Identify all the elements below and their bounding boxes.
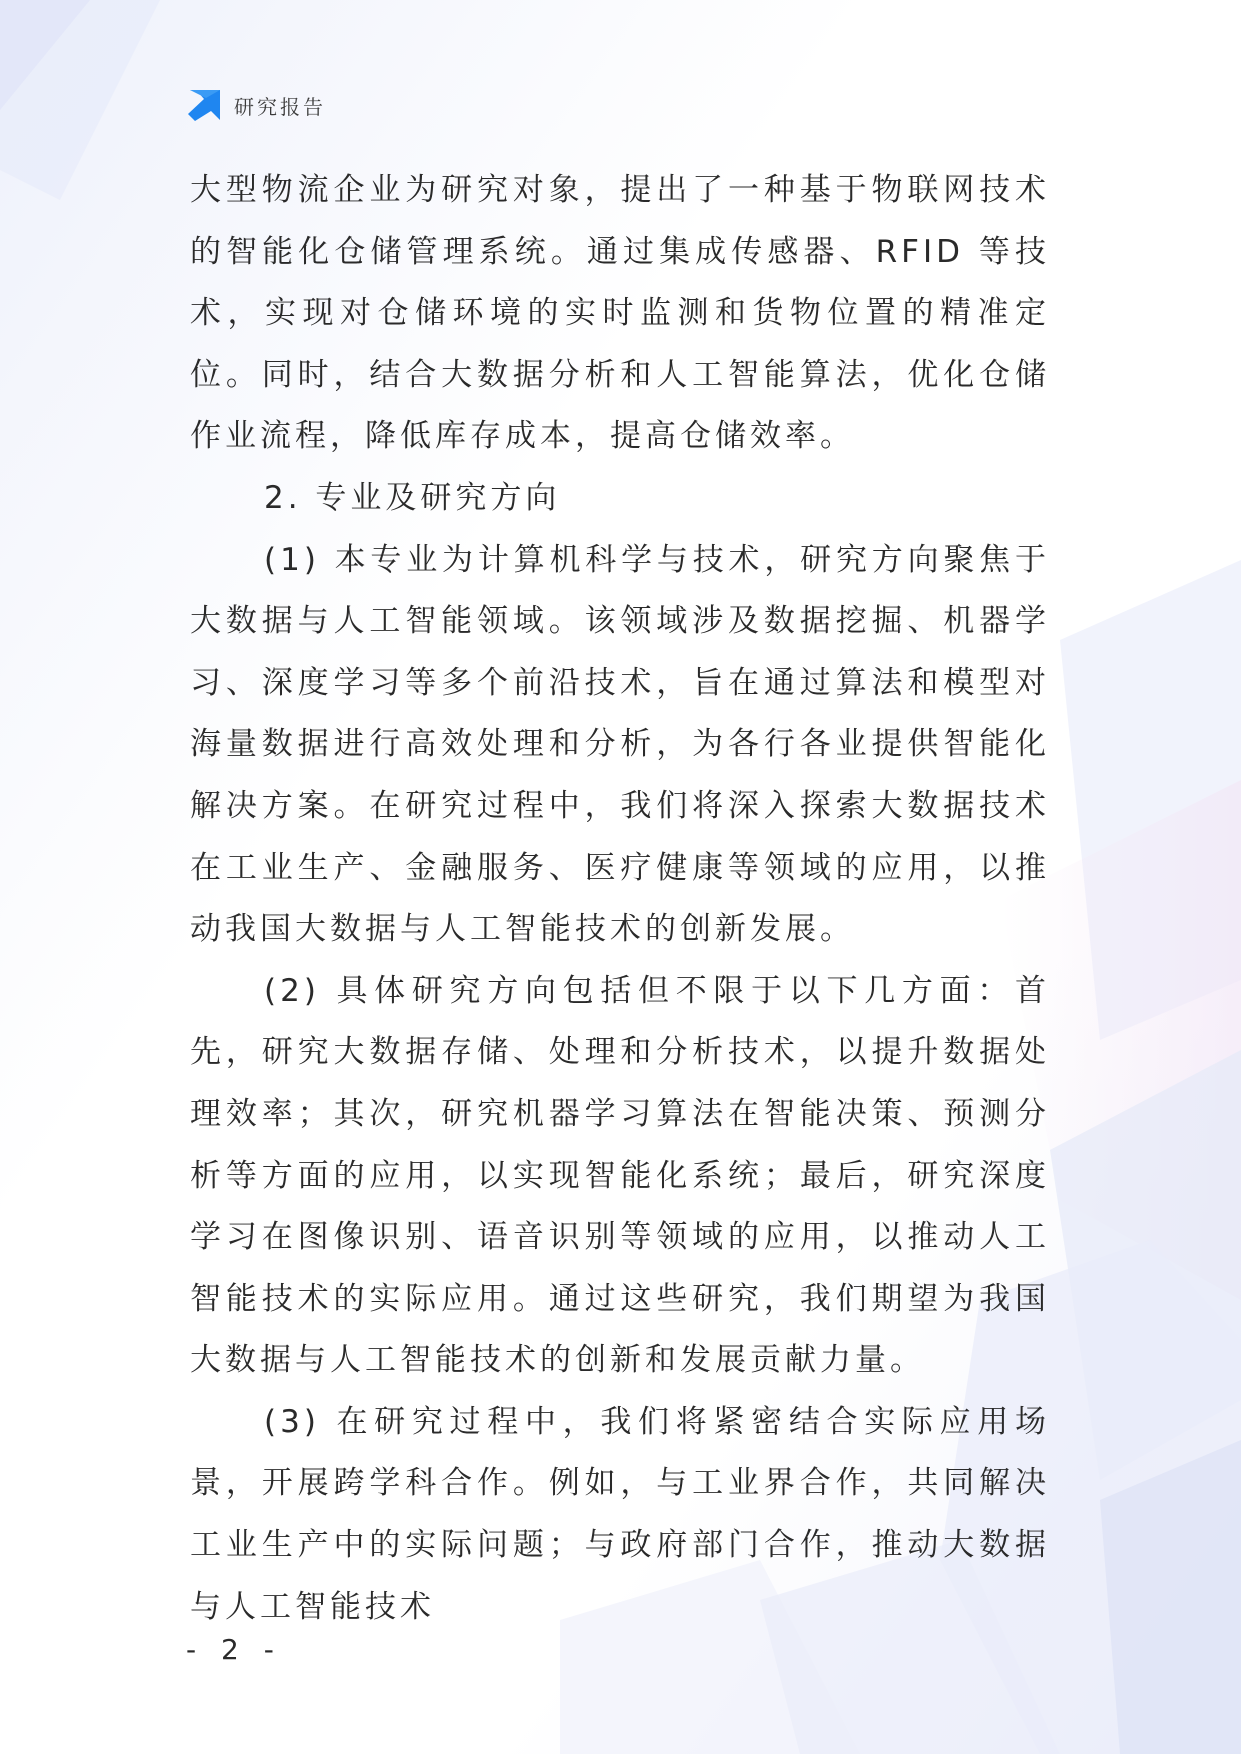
paragraph-item-1: (1) 本专业为计算机科学与技术，研究方向聚焦于大数据与人工智能领域。该领域涉及数据挖掘、机器学习、深度学习等多个前沿技术，旨在通过算法和模型对海量数据进行高效处理和分析，为各行各业提供智能化解决方案。在研究过程中，我们将深入探索大数据技术在工业生产、金融服务、医疗健康等领域的应用，以推动我国大数据与人工智能技术的创新发展。 [190,541,1050,948]
paragraph-item-2: (2) 具体研究方向包括但不限于以下几方面：首先，研究大数据存储、处理和分析技术，以提升数据处理效率；其次，研究机器学习算法在智能决策、预测分析等方面的应用，以实现智能化系统；最后，研究深度学习在图像识别、语音识别等领域的应用，以推动人工智能技术的实际应用。通过这些研究，我们期望为我国大数据与人工智能技术的创新和发展贡献力量。 [190,972,1050,1379]
page-number: - 2 - [186,1633,282,1666]
paragraph-intro: 大型物流企业为研究对象，提出了一种基于物联网技术的智能化仓储管理系统。通过集成传感器、RFID 等技术，实现对仓储环境的实时监测和货物位置的精准定位。同时，结合大数据分析和人工智能算法，优化仓储作业流程，降低库存成本，提高仓储效率。 [190,172,1050,455]
section-heading: 2. 专业及研究方向 [264,479,561,516]
arrow-up-right-icon [186,88,222,122]
report-header [186,88,326,122]
paragraph-item-3: (3) 在研究过程中，我们将紧密结合实际应用场景，开展跨学科合作。例如，与工业界合作，共同解决工业生产中的实际问题；与政府部门合作，推动大数据与人工智能技术 [190,1403,1050,1625]
header-title: 研究报告 [234,94,326,119]
document-body [190,160,1050,1638]
